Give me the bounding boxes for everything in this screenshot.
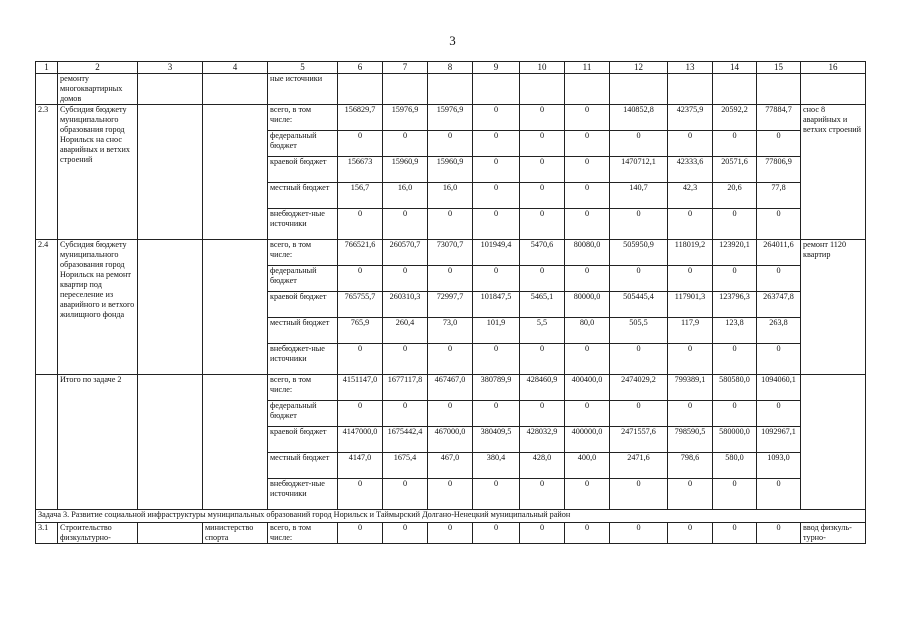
- amount-cell: 0: [610, 401, 668, 427]
- amount-cell: 4147000,0: [338, 427, 383, 453]
- amount-cell: 0: [565, 344, 610, 375]
- amount-cell: 117901,3: [668, 292, 713, 318]
- executor-cell: [138, 523, 203, 544]
- amount-cell: 400400,0: [565, 375, 610, 401]
- funding-source: всего, в том числе:: [268, 240, 338, 266]
- executor-cell: министерство спорта: [203, 523, 268, 544]
- amount-cell: 0: [757, 344, 801, 375]
- amount-cell: 0: [383, 344, 428, 375]
- item-number: 2.3: [36, 105, 58, 240]
- amount-cell: 0: [565, 523, 610, 544]
- amount-cell: 505950,9: [610, 240, 668, 266]
- amount-cell: 0: [338, 523, 383, 544]
- amount-cell: 467,0: [428, 453, 473, 479]
- funding-source: федеральный бюджет: [268, 131, 338, 157]
- amount-cell: 1675442,4: [383, 427, 428, 453]
- executor-cell: [138, 105, 203, 240]
- amount-cell: 0: [428, 523, 473, 544]
- amount-cell: 0: [565, 266, 610, 292]
- header-cell: 12: [610, 62, 668, 74]
- funding-source: местный бюджет: [268, 453, 338, 479]
- cell: [36, 74, 58, 105]
- funding-source: внебюджет-ные источники: [268, 344, 338, 375]
- amount-cell: 0: [473, 157, 520, 183]
- funding-source: федеральный бюджет: [268, 401, 338, 427]
- table-row: [36, 240, 866, 266]
- amount-cell: 428,0: [520, 453, 565, 479]
- amount-cell: 0: [338, 344, 383, 375]
- amount-cell: 0: [565, 131, 610, 157]
- amount-cell: 580,0: [713, 453, 757, 479]
- amount-cell: 20571,6: [713, 157, 757, 183]
- cell: [565, 74, 610, 105]
- header-cell: 4: [203, 62, 268, 74]
- header-cell: 5: [268, 62, 338, 74]
- amount-cell: 0: [610, 209, 668, 240]
- amount-cell: 467000,0: [428, 427, 473, 453]
- amount-cell: 0: [383, 401, 428, 427]
- amount-cell: 2471557,6: [610, 427, 668, 453]
- amount-cell: 0: [520, 183, 565, 209]
- amount-cell: 765,9: [338, 318, 383, 344]
- header-cell: 11: [565, 62, 610, 74]
- amount-cell: 42375,9: [668, 105, 713, 131]
- amount-cell: 0: [520, 209, 565, 240]
- amount-cell: 72997,7: [428, 292, 473, 318]
- funding-source: всего, в том числе:: [268, 375, 338, 401]
- funding-source: федеральный бюджет: [268, 266, 338, 292]
- amount-cell: 80080,0: [565, 240, 610, 266]
- amount-cell: 0: [610, 523, 668, 544]
- expected-result: снос 8 аварийных и ветхих строений: [801, 105, 866, 240]
- header-cell: 1: [36, 62, 58, 74]
- amount-cell: 2474029,2: [610, 375, 668, 401]
- continuation-row: [36, 74, 866, 105]
- amount-cell: 380,4: [473, 453, 520, 479]
- amount-cell: 798590,5: [668, 427, 713, 453]
- amount-cell: 766521,6: [338, 240, 383, 266]
- amount-cell: 20592,2: [713, 105, 757, 131]
- funding-source: краевой бюджет: [268, 292, 338, 318]
- header-cell: 8: [428, 62, 473, 74]
- amount-cell: 101949,4: [473, 240, 520, 266]
- amount-cell: 77806,9: [757, 157, 801, 183]
- amount-cell: 0: [757, 523, 801, 544]
- header-cell: 13: [668, 62, 713, 74]
- header-cell: 2: [58, 62, 138, 74]
- amount-cell: 0: [428, 209, 473, 240]
- funding-source: всего, в том числе:: [268, 523, 338, 544]
- amount-cell: 0: [520, 344, 565, 375]
- amount-cell: 263747,8: [757, 292, 801, 318]
- table-row: [36, 375, 866, 401]
- amount-cell: 1093,0: [757, 453, 801, 479]
- program-table: [35, 61, 866, 544]
- amount-cell: 118019,2: [668, 240, 713, 266]
- amount-cell: 0: [668, 266, 713, 292]
- amount-cell: 400,0: [565, 453, 610, 479]
- amount-cell: 117,9: [668, 318, 713, 344]
- amount-cell: 0: [473, 183, 520, 209]
- amount-cell: 15976,9: [383, 105, 428, 131]
- amount-cell: 0: [383, 266, 428, 292]
- item-number: 3.1: [36, 523, 58, 544]
- amount-cell: 798,6: [668, 453, 713, 479]
- expected-result: [801, 375, 866, 510]
- amount-cell: 80,0: [565, 318, 610, 344]
- amount-cell: 73070,7: [428, 240, 473, 266]
- amount-cell: 0: [473, 344, 520, 375]
- executor-cell: [203, 105, 268, 240]
- amount-cell: 0: [383, 479, 428, 510]
- amount-cell: 0: [610, 479, 668, 510]
- amount-cell: 1092967,1: [757, 427, 801, 453]
- cell: [713, 74, 757, 105]
- header-cell: 15: [757, 62, 801, 74]
- amount-cell: 0: [757, 266, 801, 292]
- amount-cell: 0: [668, 131, 713, 157]
- amount-cell: 156673: [338, 157, 383, 183]
- cell: [473, 74, 520, 105]
- amount-cell: 16,0: [428, 183, 473, 209]
- header-cell: 7: [383, 62, 428, 74]
- amount-cell: 0: [473, 105, 520, 131]
- amount-cell: 0: [757, 401, 801, 427]
- cell: [428, 74, 473, 105]
- item-name: Итого по задаче 2: [58, 375, 138, 510]
- amount-cell: 140852,8: [610, 105, 668, 131]
- amount-cell: 0: [520, 105, 565, 131]
- amount-cell: 4151147,0: [338, 375, 383, 401]
- amount-cell: 0: [713, 401, 757, 427]
- amount-cell: 0: [565, 183, 610, 209]
- funding-source: местный бюджет: [268, 318, 338, 344]
- cell: [203, 74, 268, 105]
- amount-cell: 380409,5: [473, 427, 520, 453]
- funding-source: краевой бюджет: [268, 157, 338, 183]
- amount-cell: 156,7: [338, 183, 383, 209]
- amount-cell: 799389,1: [668, 375, 713, 401]
- amount-cell: 5470,6: [520, 240, 565, 266]
- executor-cell: [203, 375, 268, 510]
- amount-cell: 0: [338, 401, 383, 427]
- task-3-heading: Задача 3. Развитие социальной инфраструктуры муниципальных образований город Норильск и Таймырский Долгано-Ненецкий муниципальный район: [36, 510, 866, 523]
- amount-cell: 263,8: [757, 318, 801, 344]
- cell: [138, 74, 203, 105]
- cell: [801, 74, 866, 105]
- amount-cell: 0: [565, 479, 610, 510]
- amount-cell: 16,0: [383, 183, 428, 209]
- amount-cell: 20,6: [713, 183, 757, 209]
- table-row: [36, 105, 866, 131]
- amount-cell: 0: [668, 344, 713, 375]
- amount-cell: 0: [383, 209, 428, 240]
- amount-cell: 0: [565, 401, 610, 427]
- amount-cell: 0: [383, 523, 428, 544]
- amount-cell: 123796,3: [713, 292, 757, 318]
- amount-cell: 0: [338, 209, 383, 240]
- amount-cell: 505445,4: [610, 292, 668, 318]
- amount-cell: 0: [565, 105, 610, 131]
- funding-source: всего, в том числе:: [268, 105, 338, 131]
- cell: [520, 74, 565, 105]
- item-number: 2.4: [36, 240, 58, 375]
- page-number: 3: [449, 33, 456, 48]
- amount-cell: 101,9: [473, 318, 520, 344]
- executor-cell: [203, 240, 268, 375]
- amount-cell: 400000,0: [565, 427, 610, 453]
- amount-cell: 0: [713, 479, 757, 510]
- header-cell: 6: [338, 62, 383, 74]
- amount-cell: 1675,4: [383, 453, 428, 479]
- amount-cell: 580000,0: [713, 427, 757, 453]
- header-cell: 14: [713, 62, 757, 74]
- amount-cell: 15960,9: [383, 157, 428, 183]
- item-name: Строительство физкультурно-: [58, 523, 138, 544]
- header-cell: 16: [801, 62, 866, 74]
- amount-cell: 2471,6: [610, 453, 668, 479]
- amount-cell: 0: [668, 479, 713, 510]
- amount-cell: 123920,1: [713, 240, 757, 266]
- header-cell: 10: [520, 62, 565, 74]
- header-cell: 3: [138, 62, 203, 74]
- amount-cell: 467467,0: [428, 375, 473, 401]
- cell: [757, 74, 801, 105]
- amount-cell: 0: [713, 209, 757, 240]
- amount-cell: 1094060,1: [757, 375, 801, 401]
- amount-cell: 0: [713, 344, 757, 375]
- amount-cell: 15976,9: [428, 105, 473, 131]
- amount-cell: 0: [520, 401, 565, 427]
- amount-cell: 0: [473, 131, 520, 157]
- amount-cell: 0: [757, 131, 801, 157]
- executor-cell: [138, 375, 203, 510]
- amount-cell: 0: [473, 523, 520, 544]
- amount-cell: 5,5: [520, 318, 565, 344]
- amount-cell: 0: [383, 131, 428, 157]
- amount-cell: 156829,7: [338, 105, 383, 131]
- amount-cell: 80000,0: [565, 292, 610, 318]
- amount-cell: 5465,1: [520, 292, 565, 318]
- amount-cell: 101847,5: [473, 292, 520, 318]
- amount-cell: 0: [565, 209, 610, 240]
- amount-cell: 380789,9: [473, 375, 520, 401]
- amount-cell: 4147,0: [338, 453, 383, 479]
- amount-cell: 0: [520, 523, 565, 544]
- amount-cell: 1677117,8: [383, 375, 428, 401]
- amount-cell: 0: [713, 131, 757, 157]
- amount-cell: 0: [713, 266, 757, 292]
- amount-cell: 0: [610, 131, 668, 157]
- amount-cell: 123,8: [713, 318, 757, 344]
- amount-cell: 264011,6: [757, 240, 801, 266]
- amount-cell: 0: [428, 344, 473, 375]
- measure-name: ремонту многоквартирных домов: [58, 74, 138, 105]
- amount-cell: 0: [668, 523, 713, 544]
- amount-cell: 0: [757, 479, 801, 510]
- amount-cell: 0: [338, 131, 383, 157]
- funding-source: внебюджет-ные источники: [268, 209, 338, 240]
- funding-source: местный бюджет: [268, 183, 338, 209]
- amount-cell: 42333,6: [668, 157, 713, 183]
- cell: [383, 74, 428, 105]
- amount-cell: 0: [668, 401, 713, 427]
- amount-cell: 77,8: [757, 183, 801, 209]
- header-row: [36, 62, 866, 74]
- amount-cell: 0: [668, 209, 713, 240]
- amount-cell: 0: [520, 479, 565, 510]
- amount-cell: 0: [610, 344, 668, 375]
- header-cell: 9: [473, 62, 520, 74]
- amount-cell: 42,3: [668, 183, 713, 209]
- amount-cell: 0: [428, 401, 473, 427]
- amount-cell: 0: [473, 209, 520, 240]
- amount-cell: 0: [428, 479, 473, 510]
- funding-source: внебюджет-ные источники: [268, 479, 338, 510]
- amount-cell: 580580,0: [713, 375, 757, 401]
- cell: [610, 74, 668, 105]
- amount-cell: 260,4: [383, 318, 428, 344]
- amount-cell: 0: [520, 157, 565, 183]
- amount-cell: 73,0: [428, 318, 473, 344]
- cell: [668, 74, 713, 105]
- amount-cell: 260310,3: [383, 292, 428, 318]
- amount-cell: 0: [473, 479, 520, 510]
- funding-source: ные источники: [268, 74, 338, 105]
- amount-cell: 428032,9: [520, 427, 565, 453]
- amount-cell: 77884,7: [757, 105, 801, 131]
- amount-cell: 428460,9: [520, 375, 565, 401]
- amount-cell: 0: [757, 209, 801, 240]
- table-row: [36, 523, 866, 544]
- amount-cell: 765755,7: [338, 292, 383, 318]
- expected-result: ремонт 1120 квартир: [801, 240, 866, 375]
- amount-cell: 15960,9: [428, 157, 473, 183]
- amount-cell: 0: [610, 266, 668, 292]
- item-name: Субсидия бюджету муниципального образования город Норильск на снос аварийных и ветхих строений: [58, 105, 138, 240]
- amount-cell: 0: [473, 266, 520, 292]
- amount-cell: 0: [428, 131, 473, 157]
- amount-cell: 0: [473, 401, 520, 427]
- amount-cell: 0: [713, 523, 757, 544]
- executor-cell: [138, 240, 203, 375]
- cell: [338, 74, 383, 105]
- amount-cell: 1470712,1: [610, 157, 668, 183]
- funding-source: краевой бюджет: [268, 427, 338, 453]
- amount-cell: 260570,7: [383, 240, 428, 266]
- expected-result: ввод физкуль-турно-: [801, 523, 866, 544]
- item-number: [36, 375, 58, 510]
- amount-cell: 0: [338, 266, 383, 292]
- amount-cell: 0: [520, 266, 565, 292]
- amount-cell: 0: [520, 131, 565, 157]
- amount-cell: 140,7: [610, 183, 668, 209]
- amount-cell: 0: [565, 157, 610, 183]
- task-heading-row: [36, 510, 866, 523]
- amount-cell: 0: [338, 479, 383, 510]
- amount-cell: 505,5: [610, 318, 668, 344]
- amount-cell: 0: [428, 266, 473, 292]
- item-name: Субсидия бюджету муниципального образования город Норильск на ремонт квартир под переселение из аварийного и ветхого жилищного фонда: [58, 240, 138, 375]
